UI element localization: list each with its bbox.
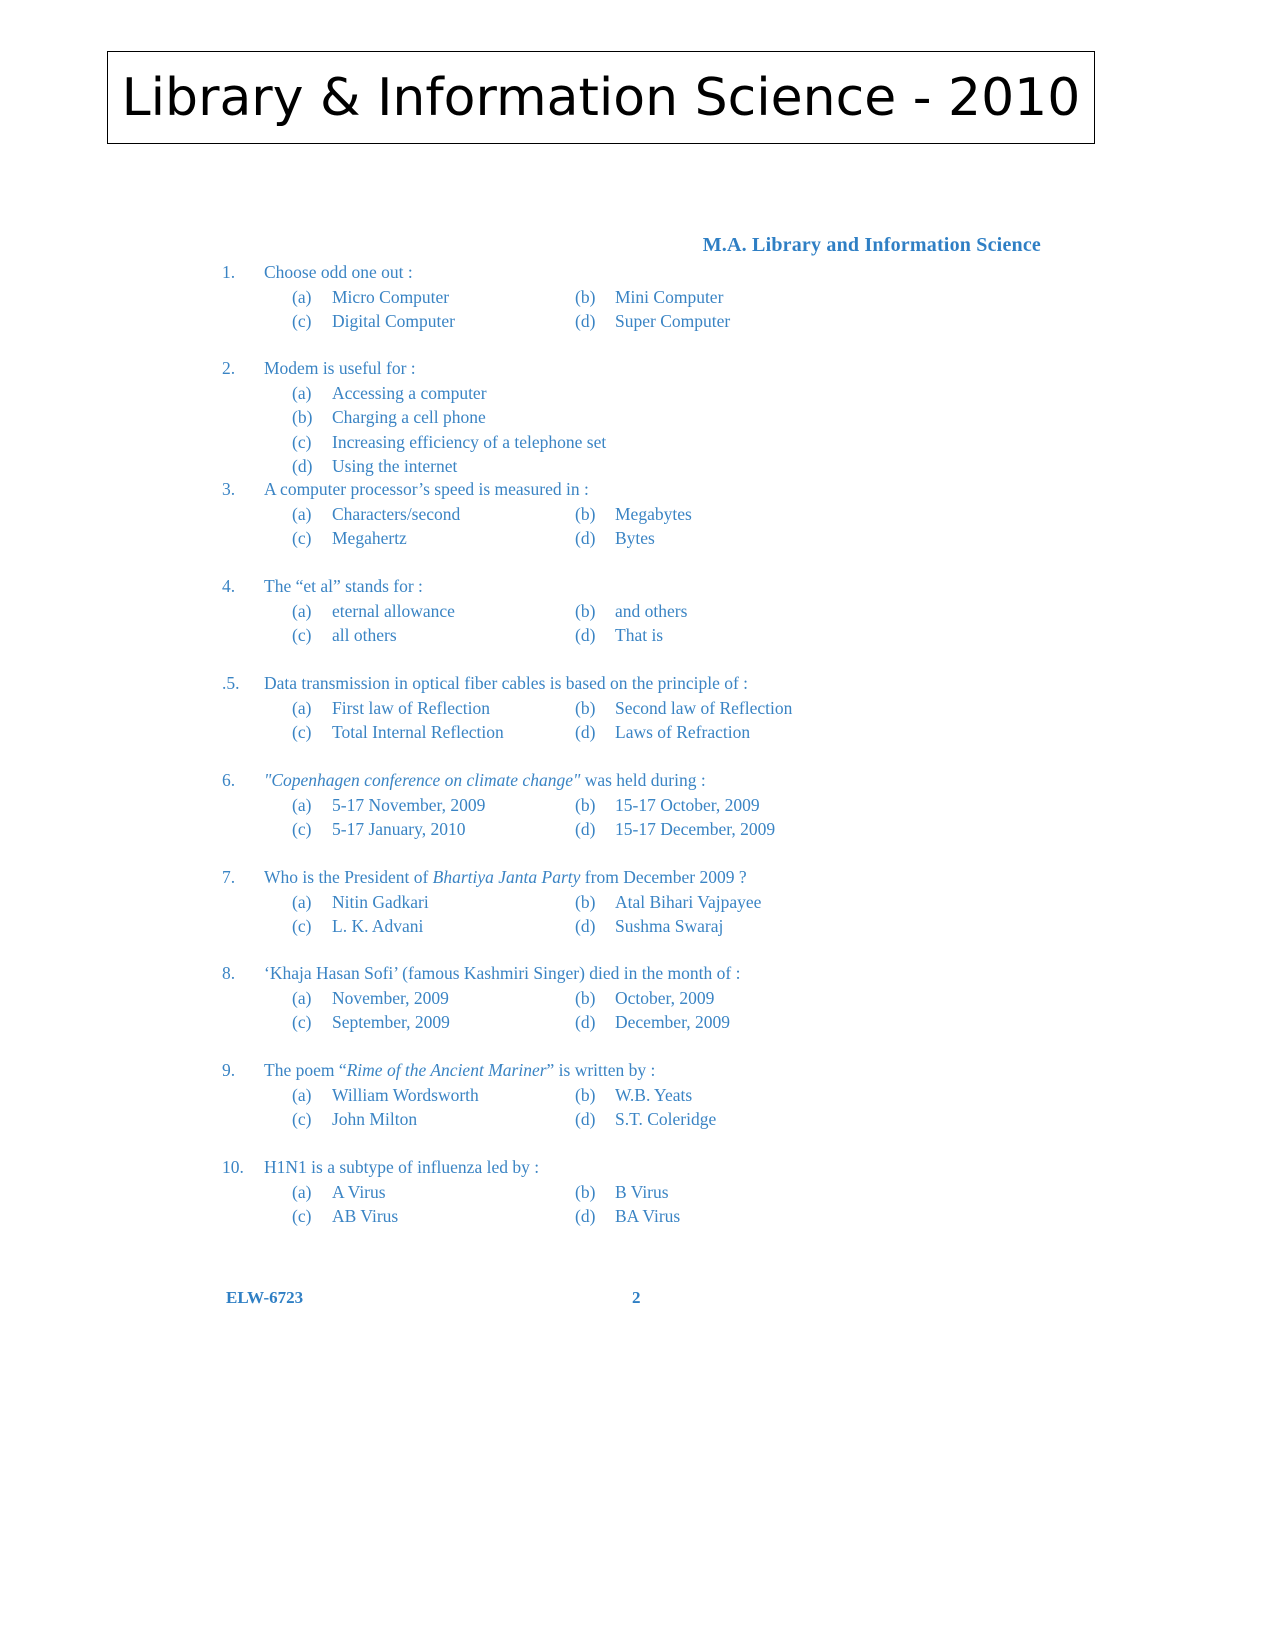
- stem-text: was held during :: [580, 770, 706, 790]
- option-label: (a): [292, 503, 312, 524]
- option-text: Megabytes: [615, 503, 692, 524]
- option-label: (a): [292, 697, 312, 718]
- option-label: (a): [292, 382, 312, 403]
- question-stem: A computer processor’s speed is measured in :: [264, 479, 589, 499]
- option-label: (d): [575, 819, 596, 839]
- subject-heading: M.A. Library and Information Science: [702, 234, 1041, 256]
- option-label: (d): [575, 528, 596, 548]
- option-label: (a): [292, 891, 312, 912]
- option-label: (b): [575, 286, 596, 307]
- option-label: (a): [292, 286, 312, 307]
- stem-text: ” is written by :: [546, 1060, 656, 1080]
- question-stem: Data transmission in optical fiber cables is based on the principle of :: [264, 673, 749, 693]
- option-label: (c): [292, 1109, 312, 1129]
- option-label: (a): [292, 794, 312, 815]
- stem-italic-text: Bhartiya Janta Party: [432, 867, 581, 887]
- option-label: (a): [292, 600, 312, 621]
- option-text: W.B. Yeats: [615, 1084, 693, 1105]
- option-label: (b): [575, 600, 596, 621]
- question-number: 1.: [222, 262, 236, 282]
- question-number: 8.: [222, 963, 236, 983]
- page-title: Library & Information Science - 2010: [121, 67, 1081, 128]
- option-text: November, 2009: [332, 987, 449, 1008]
- stem-text: The poem “: [264, 1060, 347, 1080]
- question-stem: Choose odd one out :: [264, 262, 413, 282]
- option-text: Increasing efficiency of a telephone set: [332, 431, 607, 452]
- option-label: (b): [575, 1181, 596, 1202]
- option-text: Characters/second: [332, 503, 461, 524]
- option-text: BA Virus: [615, 1206, 681, 1226]
- option-text: A Virus: [332, 1181, 386, 1202]
- option-label: (d): [575, 916, 596, 936]
- option-text: Using the internet: [332, 456, 458, 476]
- option-text: Laws of Refraction: [615, 722, 751, 742]
- option-label: (a): [292, 1181, 312, 1202]
- option-label: (d): [292, 456, 313, 476]
- option-label: (d): [575, 1206, 596, 1226]
- option-label: (c): [292, 311, 312, 331]
- stem-italic-text: "Copenhagen conference on climate change": [264, 770, 581, 790]
- option-label: (d): [575, 1012, 596, 1032]
- option-text: 5-17 November, 2009: [332, 794, 486, 815]
- option-label: (a): [292, 987, 312, 1008]
- question-stem: H1N1 is a subtype of influenza led by :: [264, 1157, 540, 1177]
- option-text: Bytes: [615, 528, 655, 548]
- option-label: (b): [292, 407, 313, 427]
- question-number: 6.: [222, 770, 236, 790]
- question-number: 3.: [222, 479, 236, 499]
- option-label: (c): [292, 722, 312, 742]
- option-text: AB Virus: [332, 1206, 399, 1226]
- option-text: Sushma Swaraj: [615, 916, 724, 936]
- paper-code: ELW-6723: [226, 1288, 304, 1307]
- option-text: John Milton: [332, 1109, 418, 1129]
- option-text: Nitin Gadkari: [332, 891, 429, 912]
- option-label: (c): [292, 1206, 312, 1226]
- option-label: (c): [292, 916, 312, 936]
- option-text: Charging a cell phone: [332, 407, 486, 427]
- option-text: Accessing a computer: [332, 382, 487, 403]
- option-label: (c): [292, 625, 312, 645]
- option-label: (b): [575, 987, 596, 1008]
- option-text: Digital Computer: [332, 311, 455, 331]
- option-label: (c): [292, 528, 312, 548]
- option-text: First law of Reflection: [332, 697, 490, 718]
- option-text: Atal Bihari Vajpayee: [615, 891, 762, 912]
- option-text: Micro Computer: [332, 286, 450, 307]
- stem-text: Who is the President of: [264, 867, 433, 887]
- question-stem: Modem is useful for :: [264, 358, 416, 378]
- option-label: (a): [292, 1084, 312, 1105]
- question-number: 2.: [222, 358, 236, 378]
- option-text: Second law of Reflection: [615, 697, 793, 718]
- option-label: (d): [575, 625, 596, 645]
- option-label: (c): [292, 431, 312, 452]
- option-label: (c): [292, 1012, 312, 1032]
- question-stem: [264, 1060, 655, 1081]
- option-label: (b): [575, 794, 596, 815]
- option-text: Total Internal Reflection: [332, 722, 504, 742]
- option-text: Mini Computer: [615, 286, 724, 307]
- option-text: William Wordsworth: [332, 1084, 479, 1105]
- option-text: B Virus: [615, 1181, 669, 1202]
- question-stem: [264, 770, 706, 791]
- question-number: 10.: [222, 1157, 244, 1177]
- question-stem: The “et al” stands for :: [264, 576, 423, 596]
- question-number: 4.: [222, 576, 236, 596]
- question-number: .5.: [222, 673, 240, 693]
- option-label: (b): [575, 697, 596, 718]
- option-label: (d): [575, 311, 596, 331]
- option-label: (b): [575, 503, 596, 524]
- stem-italic-text: Rime of the Ancient Mariner: [346, 1060, 547, 1080]
- option-text: L. K. Advani: [332, 916, 424, 936]
- option-text: That is: [615, 625, 664, 645]
- option-text: Super Computer: [615, 311, 731, 331]
- stem-text: from December 2009 ?: [580, 867, 747, 887]
- option-label: (b): [575, 891, 596, 912]
- option-text: 5-17 January, 2010: [332, 819, 466, 839]
- option-label: (d): [575, 1109, 596, 1129]
- option-text: 15-17 October, 2009: [615, 794, 760, 815]
- option-label: (b): [575, 1084, 596, 1105]
- question-stem: ‘Khaja Hasan Sofi’ (famous Kashmiri Singer) died in the month of :: [264, 963, 741, 983]
- option-label: (d): [575, 722, 596, 742]
- question-number: 9.: [222, 1060, 236, 1080]
- option-text: October, 2009: [615, 987, 715, 1008]
- option-text: Megahertz: [332, 528, 407, 548]
- option-text: September, 2009: [332, 1012, 450, 1032]
- option-text: 15-17 December, 2009: [615, 819, 776, 839]
- question-number: 7.: [222, 867, 236, 887]
- option-text: all others: [332, 625, 397, 645]
- option-label: (c): [292, 819, 312, 839]
- option-text: and others: [615, 600, 688, 621]
- option-text: December, 2009: [615, 1012, 730, 1032]
- option-text: eternal allowance: [332, 600, 455, 621]
- page-number: 2: [632, 1288, 641, 1307]
- option-text: S.T. Coleridge: [615, 1109, 717, 1129]
- question-stem: [264, 867, 747, 888]
